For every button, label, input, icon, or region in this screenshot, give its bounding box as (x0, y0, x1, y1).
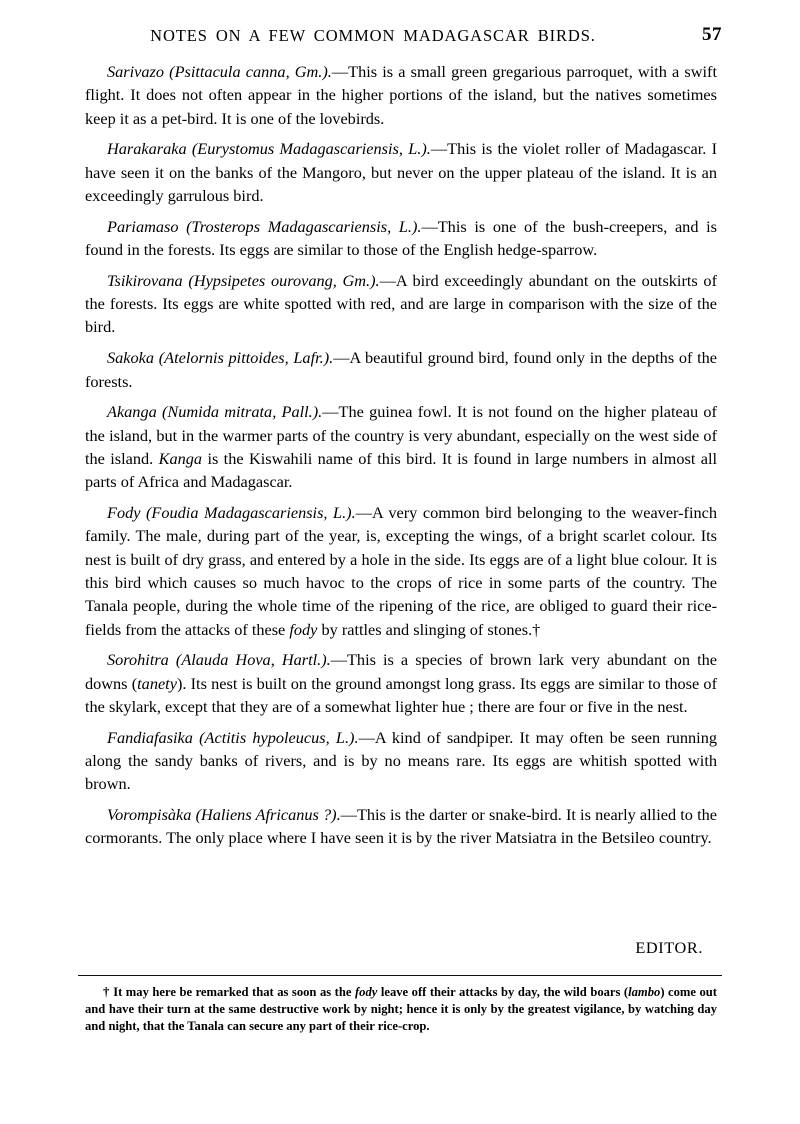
entry-name: Pariamaso (107, 216, 179, 236)
entry-species: (Hypsipetes ourovang (188, 270, 333, 290)
entry-name: Sakoka (107, 348, 155, 368)
entry-authority: , L.). (398, 139, 431, 159)
entry-text-part2: by rattles and slinging of stones.† (317, 619, 541, 639)
entry-authority: , L.). (323, 503, 356, 523)
entry-name: Akanga (107, 402, 157, 422)
entry-authority: , Lafr.). (284, 348, 334, 368)
entry-species: (Numida mitrata (162, 402, 273, 422)
body-text (85, 60, 717, 850)
entry-name: Sorohitra (107, 650, 169, 670)
entry-text: —This is one of the bush-creepers, and is found in the forests. Its eggs are similar to those of the English hedge-sparrow. (85, 216, 717, 260)
entry-emphasis: tanety (137, 673, 177, 693)
entry-text-part2: ). Its nest is built on the ground amongst long grass. Its eggs are similar to those of the skylark, except that they are of a somewhat lighter hue ; there are four or five in the nest. (85, 673, 717, 716)
entry-emphasis: Kanga (158, 448, 203, 468)
entry-text: —This is the darter or snake-bird. It is nearly allied to the cormorants. The only place where I have seen it is by the river Matsiatra in the Betsileo country. (85, 805, 717, 848)
entry-sarivazo (85, 60, 717, 130)
footnote-part1: It may here be remarked that as soon as the (113, 985, 355, 999)
entry-name: Harakaraka (107, 139, 187, 159)
entry-text-part1: —A very common bird belonging to the weaver-finch family. The male, during part of the year, is, excepting the wings, of a bright scarlet colour. Its nest is built of dry grass, and entered by a hole in the side. Its eggs are of a light blue colour. It is this bird which causes so much havoc to the crops of rice in some parts of the country. The Tanala people, during the whole time of the ripening of the rice, are obliged to guard their rice-fields from the attacks of these (85, 503, 718, 639)
footnote-emphasis-lambo: lambo (628, 985, 661, 999)
entry-name: Fandiafasika (107, 727, 193, 747)
entry-tsikirovana (85, 269, 717, 339)
entry-text: —This is the violet roller of Madagascar. I have seen it on the banks of the Mangoro, but never on the upper plateau of the island. It is an exceedingly garrulous bird. (85, 139, 717, 205)
entry-text: —A beautiful ground bird, found only in the depths of the forests. (85, 348, 718, 391)
entry-species: (Haliens Africanus ?). (195, 805, 341, 825)
entry-authority: , Gm.). (332, 270, 380, 290)
entry-species: (Alauda Hova (175, 650, 271, 670)
entry-text: —This is a small green gregarious parroquet, with a swift flight. It does not often appear in the higher portions of the island, but the natives sometimes keep it as a pet-bird. It is one of the lovebirds. (85, 62, 717, 128)
entry-authority: , Gm.). (285, 62, 332, 81)
entry-emphasis: fody (289, 619, 318, 639)
entry-species: (Trosterops Madagascariensis (186, 216, 388, 236)
entry-species: (Actitis hypoleucus (199, 727, 326, 747)
entry-pariamaso (85, 215, 717, 262)
entry-text-part2: is the Kiswahili name of this bird. It is found in large numbers in almost all parts of Africa and Madagascar. (85, 448, 717, 492)
page-number: 57 (702, 24, 722, 45)
footnote-block (85, 984, 717, 1035)
entry-vorompisaka (85, 803, 717, 850)
entry-name: Fody (107, 503, 141, 523)
footnote-rule (78, 975, 722, 976)
entry-species: (Foudia Madagascariensis (146, 503, 324, 523)
entry-fody (85, 501, 717, 641)
entry-name: Vorompisàka (107, 805, 192, 825)
entry-text: —A bird exceedingly abundant on the outskirts of the forests. Its eggs are white spotted with red, and are large in comparison with the size of the bird. (85, 270, 717, 337)
running-title: NOTES ON A FEW COMMON MADAGASCAR BIRDS. (150, 26, 596, 45)
running-head (78, 26, 722, 52)
entry-sakoka (85, 346, 717, 393)
entry-name: Sarivazo (107, 62, 164, 81)
entry-species: (Atelornis pittoides (158, 348, 285, 368)
footnote-part2: leave off their attacks by day, the wild boars ( (377, 985, 629, 999)
entry-text: —A kind of sandpiper. It may often be seen running along the sandy banks of rivers, and is by no means rare. Its eggs are whitish spotted with brown. (85, 727, 717, 794)
entry-text-part1: —The guinea fowl. It is not found on the higher plateau of the island, but in the warmer parts of the country is very abundant, especially on the west side of the island. (85, 402, 717, 468)
entry-authority: , L.). (387, 216, 422, 236)
entry-authority: , Hartl.). (270, 650, 331, 670)
footnote-emphasis-fody: fody (354, 985, 378, 999)
entry-fandiafasika (85, 726, 717, 796)
entry-sorohitra (85, 648, 717, 718)
entry-authority: , Pall.). (272, 402, 323, 422)
footnote-text (85, 984, 717, 1035)
entry-name: Tsikirovana (107, 270, 183, 290)
signature-editor: EDITOR. (635, 938, 703, 957)
entry-akanga (85, 400, 717, 493)
entry-text-part1: —This is a species of brown lark very abundant on the downs ( (85, 650, 718, 693)
entry-species: (Psittacula canna (169, 62, 286, 81)
entry-authority: , L.). (325, 727, 359, 747)
entry-species: (Eurystomus Madagascariensis (191, 139, 399, 159)
footnote-part3: ) come out and have their turn at the same destructive work by night; hence it is only by the greatest vigilance, by watching day and night, that the Tanala can secure any part of their rice-crop. (85, 985, 717, 1034)
footnote-marker: † (103, 985, 114, 999)
entry-harakaraka (85, 137, 717, 207)
